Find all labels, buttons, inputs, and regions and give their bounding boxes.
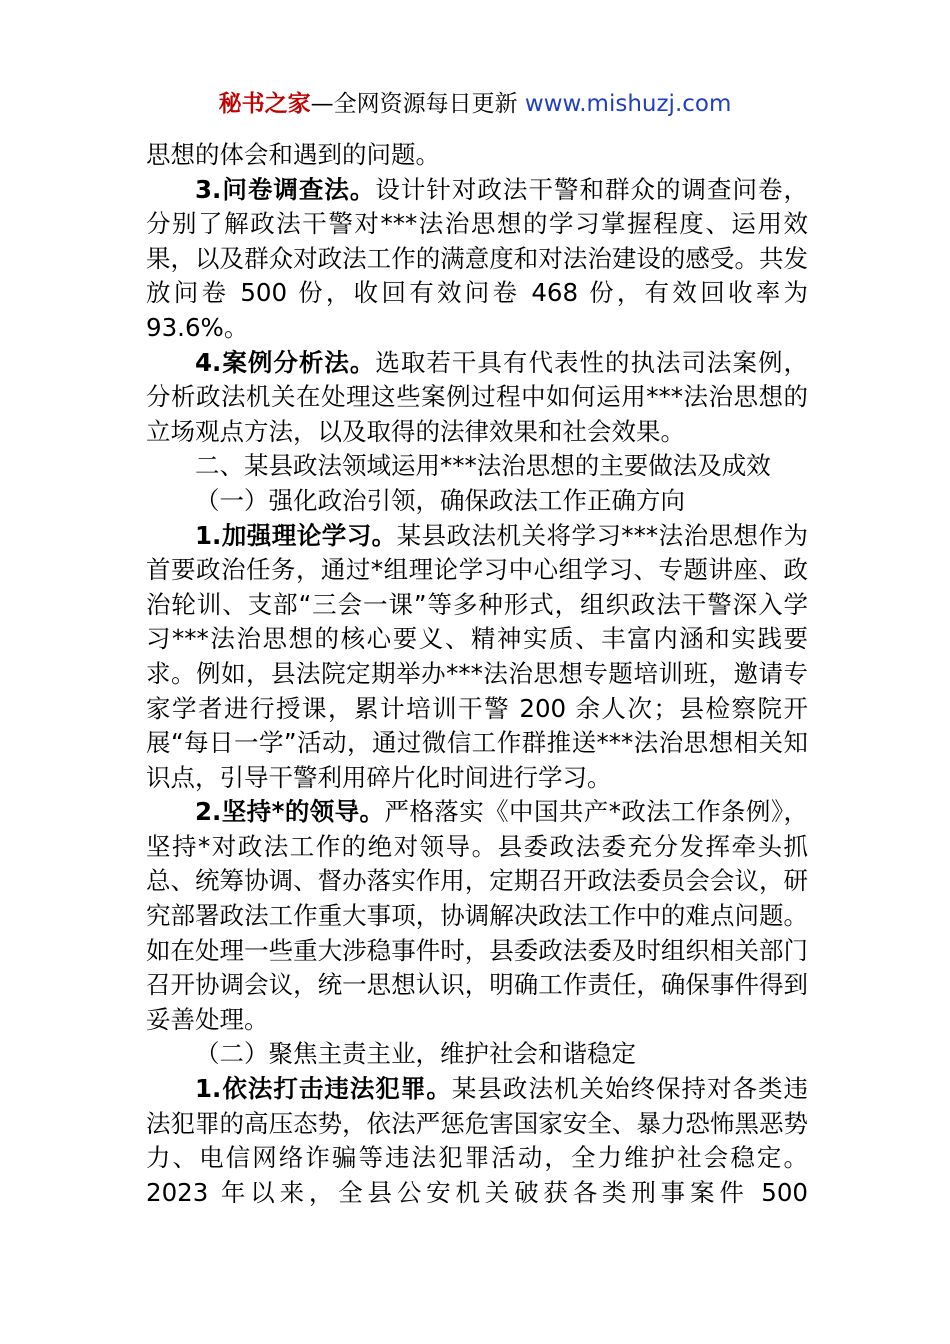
paragraph-text: 某县政法机关将学习***法治思想作为首要政治任务，通过*组理论学习中心组学习、专题讲座、政治轮训、支部“三会一课”等多种形式，组织政法干警深入学习***法治思想的核心要义、精神实质、丰富内涵和实践要求。例如，县法院定期举办***法治思想专题培训班，邀请专家学者进行授课，累计培训干警 200 余人次；县检察院开展“每日一学”活动，通过微信工作群推送***法治思想相关知识点，引导干警利用碎片化时间进行学习。	[146, 520, 809, 792]
subsection-heading-text: （一）强化政治引领，确保政法工作正确方向	[195, 485, 685, 515]
subsection-heading-2	[146, 1037, 808, 1072]
paragraph-text: 设计针对政法干警和群众的调查问卷，分别了解政法干警对***法治思想的学习掌握程度、运用效果，以及群众对政法工作的满意度和对法治建设的感受。共发放问卷 500 份，收回有效问卷 468 份，有效回收率为 93.6%。	[146, 174, 809, 342]
paragraph-text: 严格落实《中国共产*政法工作条例》，坚持*对政法工作的绝对领导。县委政法委充分发挥牵头抓总、统筹协调、督办落实作用，定期召开政法委员会会议，研究部署政法工作重大事项，协调解决政法工作中的难点问题。如在处理一些重大涉稳事件时，县委政法委及时组织相关部门召开协调会议，统一思想认识，明确工作责任，确保事件得到妥善处理。	[146, 797, 809, 1034]
subsection-heading-text: （二）聚焦主责主业，维护社会和谐稳定	[195, 1039, 636, 1069]
paragraph-continuation	[146, 138, 808, 173]
paragraph-text: 选取若干具有代表性的执法司法案例，分析政法机关在处理这些案例过程中如何运用***法治思想的立场观点方法，以及取得的法律效果和社会效果。	[146, 347, 809, 446]
paragraph-crime-crackdown	[146, 1072, 808, 1210]
paragraph-lead: 1.依法打击违法犯罪。	[195, 1074, 452, 1104]
paragraph-leadership	[146, 795, 808, 1037]
paragraph-text: 思想的体会和遇到的问题。	[146, 140, 440, 169]
document-body	[146, 138, 808, 1210]
paragraph-method-4	[146, 346, 808, 450]
page-header	[0, 88, 950, 120]
paragraph-lead: 1.加强理论学习。	[195, 520, 397, 550]
site-tagline: —全网资源每日更新	[310, 91, 525, 117]
site-url-link[interactable]: www.mishuzj.com	[524, 91, 732, 117]
paragraph-method-3	[146, 173, 808, 346]
paragraph-lead: 4.案例分析法。	[195, 347, 376, 377]
paragraph-lead: 2.坚持*的领导。	[195, 797, 385, 827]
paragraph-theory-study	[146, 519, 808, 796]
site-brand: 秘书之家	[218, 91, 311, 117]
paragraph-text: 某县政法机关始终保持对各类违法犯罪的高压态势，依法严惩危害国家安全、暴力恐怖黑恶势力、电信网络诈骗等违法犯罪活动，全力维护社会稳定。2023 年以来，全县公安机关破获各类刑事案件 500	[146, 1074, 808, 1207]
subsection-heading-1	[146, 484, 808, 519]
section-heading-2	[146, 449, 808, 484]
section-heading-text: 二、某县政法领域运用***法治思想的主要做法及成效	[195, 451, 771, 481]
paragraph-lead: 3.问卷调查法。	[195, 174, 376, 204]
